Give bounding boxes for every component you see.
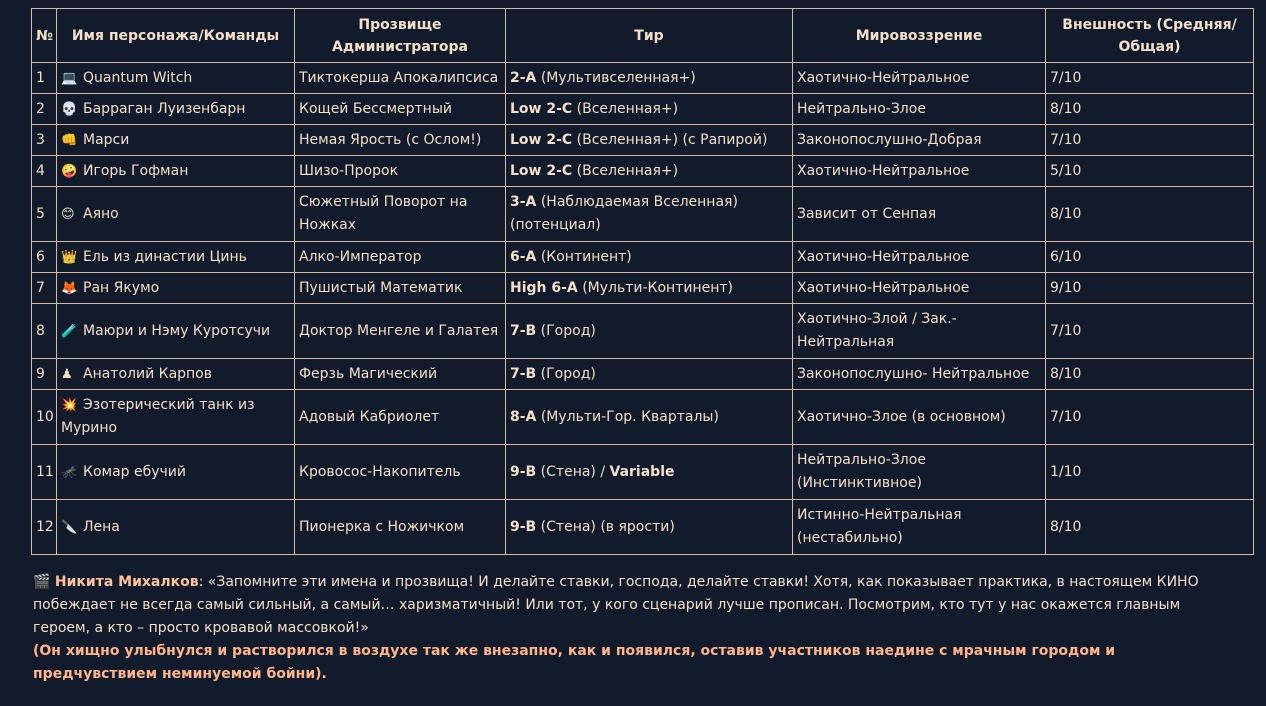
tier-scope: (Вселенная+) (572, 162, 679, 179)
cell-num: 10 (32, 390, 57, 445)
character-emoji-icon: 💀 (61, 101, 78, 117)
tier-rank: Low 2-C (510, 100, 573, 117)
cell-num: 8 (32, 304, 57, 359)
tier-scope: (Мульти-Гор. Кварталы) (536, 408, 719, 425)
character-name: Марси (83, 131, 130, 148)
tier-scope: (Вселенная+) (572, 100, 679, 117)
cell-name (57, 500, 295, 555)
cell-alignment: Хаотично-Нейтральное (793, 63, 1046, 94)
cell-looks: 9/10 (1046, 273, 1254, 304)
tier-rank: Low 2-C (510, 131, 573, 148)
character-emoji-icon: 💻 (61, 70, 78, 86)
tier-rank: 7-B (510, 322, 537, 339)
tier-rank: Low 2-C (510, 162, 573, 179)
cell-num: 1 (32, 63, 57, 94)
table-row (32, 359, 1254, 390)
tier-rank: 8-A (510, 408, 537, 425)
character-emoji-icon: 👊 (61, 132, 78, 148)
character-emoji-icon: ♟ (61, 366, 73, 382)
cell-num: 6 (32, 242, 57, 273)
character-emoji-icon: 👑 (61, 249, 78, 265)
cell-name (57, 445, 295, 500)
clapperboard-icon: 🎬 (33, 574, 51, 590)
cell-tier (506, 273, 793, 304)
character-name: Лена (83, 518, 120, 535)
cell-nickname: Кощей Бессмертный (295, 94, 506, 125)
character-emoji-icon: 💥 (61, 398, 78, 413)
table-row (32, 390, 1254, 445)
character-emoji-icon: 😊 (61, 206, 75, 222)
tier-rank: 6-A (510, 248, 537, 265)
cell-tier (506, 390, 793, 445)
cell-tier (506, 445, 793, 500)
character-name: Маюри и Нэму Куротсучи (83, 322, 271, 339)
cell-num: 7 (32, 273, 57, 304)
tier-scope: (Наблюдаемая Вселенная) (потенциал) (510, 194, 738, 233)
cell-alignment: Хаотично-Нейтральное (793, 156, 1046, 187)
cell-name (57, 359, 295, 390)
cell-looks: 8/10 (1046, 94, 1254, 125)
header-name: Имя персонажа/Команды (57, 9, 295, 63)
header-nickname: Прозвище Администратора (295, 9, 506, 63)
character-emoji-icon: 🤪 (61, 163, 78, 179)
cell-nickname: Немая Ярость (с Ослом!) (295, 125, 506, 156)
cell-name (57, 94, 295, 125)
roster-table-wrapper (31, 8, 1253, 555)
tier-rank: 3-A (510, 194, 537, 210)
cell-nickname: Кровосос-Накопитель (295, 445, 506, 500)
cell-looks: 7/10 (1046, 304, 1254, 359)
cell-name (57, 187, 295, 242)
character-emoji-icon: 🦊 (61, 280, 78, 296)
header-looks: Внешность (Средняя/Общая) (1046, 9, 1254, 63)
table-header-row (32, 9, 1254, 63)
cell-name (57, 390, 295, 445)
cell-num: 9 (32, 359, 57, 390)
tier-scope: (Стена) / (536, 463, 610, 480)
cell-alignment: Хаотично-Злое (в основном) (793, 390, 1046, 445)
tier-rank: High 6-A (510, 279, 578, 296)
tier-extra: Variable (609, 463, 675, 480)
cell-alignment: Законопослушно- Нейтральное (793, 359, 1046, 390)
cell-name (57, 63, 295, 94)
tier-scope: (Континент) (536, 248, 632, 265)
character-name: Ран Якумо (83, 279, 160, 296)
cell-alignment: Хаотично-Нейтральное (793, 273, 1046, 304)
cell-looks: 5/10 (1046, 156, 1254, 187)
table-row (32, 187, 1254, 242)
character-emoji-icon: 🧪 (61, 323, 78, 339)
cell-looks: 1/10 (1046, 445, 1254, 500)
narrator-quote (33, 571, 1233, 686)
cell-nickname: Алко-Император (295, 242, 506, 273)
character-name: Анатолий Карпов (83, 365, 213, 382)
quote-action: (Он хищно улыбнулся и растворился в воздухе так же внезапно, как и появился, оставив участников наедине с мрачным городом и предчувствием неминуемой бойни). (33, 643, 1116, 682)
cell-tier (506, 359, 793, 390)
cell-num: 3 (32, 125, 57, 156)
character-name: Эзотерический танк из Мурино (61, 397, 255, 436)
cell-tier (506, 125, 793, 156)
cell-tier (506, 94, 793, 125)
header-tier: Тир (506, 9, 793, 63)
table-row (32, 94, 1254, 125)
tier-rank: 2-A (510, 69, 537, 86)
cell-tier (506, 304, 793, 359)
tier-scope: (Вселенная+) (с Рапирой) (572, 131, 768, 148)
character-name: Ель из династии Цинь (83, 248, 247, 265)
cell-looks: 7/10 (1046, 63, 1254, 94)
quote-speaker: Никита Михалков (54, 574, 199, 590)
cell-looks: 6/10 (1046, 242, 1254, 273)
tier-rank: 9-B (510, 518, 537, 535)
cell-name (57, 273, 295, 304)
cell-alignment: Законопослушно-Добрая (793, 125, 1046, 156)
character-name: Аяно (83, 205, 119, 222)
cell-tier (506, 500, 793, 555)
header-alignment: Мировоззрение (793, 9, 1046, 63)
cell-alignment: Хаотично-Злой / Зак.-Нейтральная (793, 304, 1046, 359)
table-row (32, 273, 1254, 304)
tier-scope: (Город) (536, 365, 596, 382)
cell-num: 11 (32, 445, 57, 500)
cell-nickname: Пушистый Математик (295, 273, 506, 304)
cell-nickname: Пионерка с Ножичком (295, 500, 506, 555)
cell-looks: 8/10 (1046, 500, 1254, 555)
cell-alignment: Хаотично-Нейтральное (793, 242, 1046, 273)
cell-nickname: Доктор Менгеле и Галатея (295, 304, 506, 359)
table-row (32, 445, 1254, 500)
tier-scope: (Мультивселенная+) (536, 69, 696, 86)
cell-tier (506, 156, 793, 187)
quote-colon: : (198, 574, 208, 590)
table-row (32, 304, 1254, 359)
cell-looks: 7/10 (1046, 390, 1254, 445)
cell-nickname: Тиктокерша Апокалипсиса (295, 63, 506, 94)
roster-body (32, 63, 1254, 555)
quote-text: «Запомните эти имена и прозвища! И делайте ставки, господа, делайте ставки! Хотя, как показывает практика, в настоящем КИНО побеждает не всегда самый сильный, а самый… харизматичный! Или тот, у кого сценарий лучше прописан. Посмотрим, кто тут у нас окажется главным героем, а кто – просто кровавой массовкой!» (33, 574, 1199, 636)
character-emoji-icon: 🦟 (61, 464, 78, 480)
tier-rank: 9-B (510, 463, 537, 480)
cell-num: 5 (32, 187, 57, 242)
roster-table (31, 8, 1254, 555)
character-name: Quantum Witch (83, 69, 193, 86)
tier-scope: (Стена) (в ярости) (536, 518, 675, 535)
character-name: Барраган Луизенбарн (83, 100, 246, 117)
cell-name (57, 156, 295, 187)
cell-looks: 8/10 (1046, 359, 1254, 390)
character-emoji-icon: 🔪 (61, 519, 78, 535)
cell-name (57, 125, 295, 156)
cell-name (57, 304, 295, 359)
tier-scope: (Город) (536, 322, 596, 339)
cell-looks: 8/10 (1046, 187, 1254, 242)
table-row (32, 63, 1254, 94)
cell-looks: 7/10 (1046, 125, 1254, 156)
cell-num: 12 (32, 500, 57, 555)
cell-nickname: Ферзь Магический (295, 359, 506, 390)
table-row (32, 242, 1254, 273)
cell-tier (506, 242, 793, 273)
tier-rank: 7-B (510, 365, 537, 382)
cell-alignment: Зависит от Сенпая (793, 187, 1046, 242)
header-num: № (32, 9, 57, 63)
cell-nickname: Сюжетный Поворот на Ножках (295, 187, 506, 242)
tier-scope: (Мульти-Континент) (577, 279, 733, 296)
cell-nickname: Шизо-Пророк (295, 156, 506, 187)
cell-num: 2 (32, 94, 57, 125)
cell-tier (506, 63, 793, 94)
cell-num: 4 (32, 156, 57, 187)
cell-alignment: Нейтрально-Злое (Инстинктивное) (793, 445, 1046, 500)
table-row (32, 500, 1254, 555)
cell-alignment: Истинно-Нейтральная (нестабильно) (793, 500, 1046, 555)
character-name: Комар ебучий (83, 463, 186, 480)
cell-nickname: Адовый Кабриолет (295, 390, 506, 445)
cell-name (57, 242, 295, 273)
cell-alignment: Нейтрально-Злое (793, 94, 1046, 125)
character-name: Игорь Гофман (83, 162, 189, 179)
table-row (32, 125, 1254, 156)
cell-tier (506, 187, 793, 242)
table-row (32, 156, 1254, 187)
